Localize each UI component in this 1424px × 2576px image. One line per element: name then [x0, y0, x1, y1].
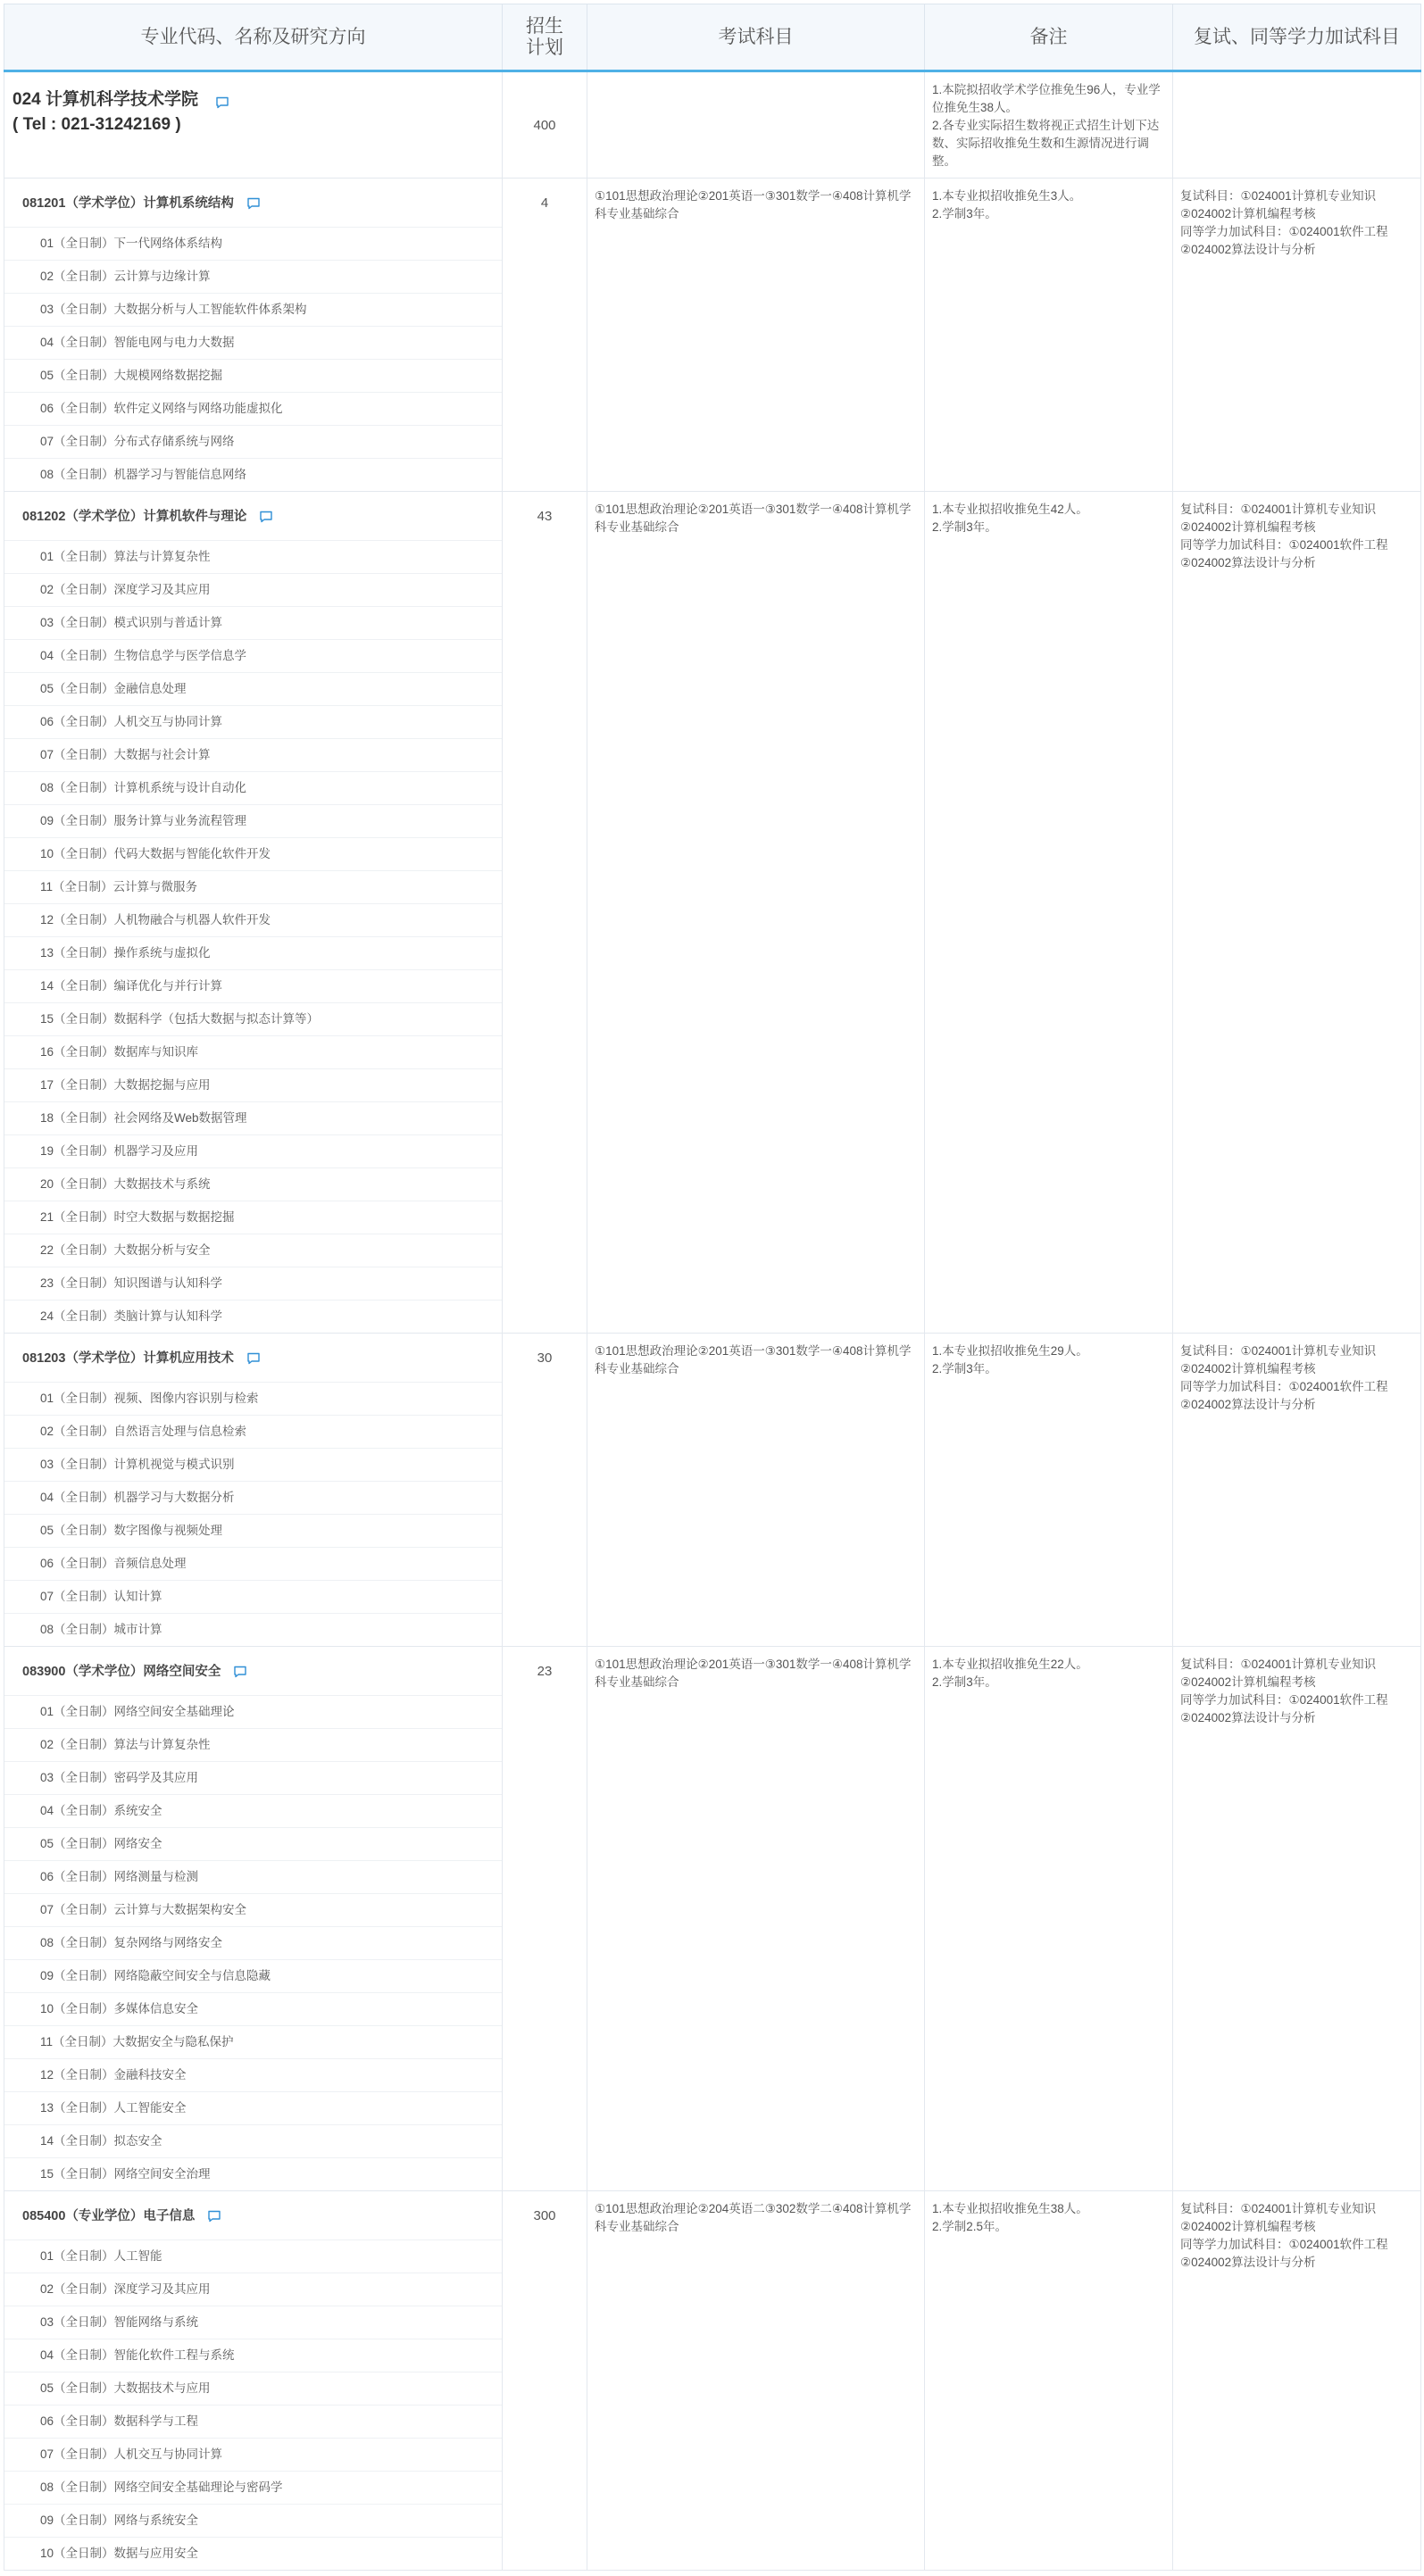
comment-icon[interactable] — [246, 196, 261, 211]
major-cell — [4, 1647, 503, 2191]
research-direction: 04（全日制）系统安全 — [4, 1795, 502, 1828]
header-retest: 复试、同等学力加试科目 — [1173, 4, 1421, 71]
comment-icon[interactable] — [233, 1665, 247, 1679]
table-header-row — [4, 4, 1421, 71]
retest-line: 同等学力加试科目：①024001软件工程②024002算法设计与分析 — [1180, 1693, 1388, 1724]
research-direction: 09（全日制）网络与系统安全 — [4, 2505, 502, 2538]
comment-icon[interactable] — [246, 1351, 261, 1366]
major-title-text: 081203（学术学位）计算机应用技术 — [22, 1351, 234, 1366]
research-direction: 05（全日制）金融信息处理 — [4, 673, 502, 706]
research-direction: 12（全日制）人机物融合与机器人软件开发 — [4, 904, 502, 937]
research-direction: 15（全日制）数据科学（包括大数据与拟态计算等） — [4, 1003, 502, 1036]
retest-line: 复试科目：①024001计算机专业知识②024002计算机编程考核 — [1180, 189, 1377, 220]
college-retest-cell — [1173, 71, 1421, 179]
college-tel: ( Tel : 021-31242169 ) — [12, 115, 181, 134]
major-quota: 23 — [503, 1647, 587, 2191]
remark-line: 1.本专业拟招收推免生22人。 — [932, 1658, 1088, 1671]
research-direction: 01（全日制）人工智能 — [4, 2240, 502, 2273]
research-direction: 01（全日制）下一代网络体系结构 — [4, 228, 502, 261]
research-direction: 14（全日制）编译优化与并行计算 — [4, 970, 502, 1003]
research-direction: 13（全日制）人工智能安全 — [4, 2092, 502, 2125]
research-direction: 04（全日制）机器学习与大数据分析 — [4, 1482, 502, 1515]
college-cell — [4, 71, 503, 179]
retest-cell — [1173, 179, 1421, 492]
research-direction: 10（全日制）代码大数据与智能化软件开发 — [4, 838, 502, 871]
research-direction: 02（全日制）算法与计算复杂性 — [4, 1729, 502, 1762]
research-direction: 23（全日制）知识图谱与认知科学 — [4, 1267, 502, 1300]
remarks-cell — [925, 179, 1173, 492]
exam-subjects: ①101思想政治理论②201英语一③301数学一④408计算机学科专业基础综合 — [595, 189, 912, 220]
college-remark-line: 1.本院拟招收学术学位推免生96人，专业学位推免生38人。 — [932, 83, 1161, 114]
research-direction: 10（全日制）多媒体信息安全 — [4, 1993, 502, 2026]
research-direction: 01（全日制）算法与计算复杂性 — [4, 541, 502, 574]
major-title — [4, 1334, 502, 1383]
comment-icon[interactable] — [215, 93, 229, 107]
remark-line: 1.本专业拟招收推免生29人。 — [932, 1344, 1088, 1358]
research-direction: 11（全日制）云计算与微服务 — [4, 871, 502, 904]
research-direction: 04（全日制）智能电网与电力大数据 — [4, 327, 502, 360]
research-direction: 10（全日制）数据与应用安全 — [40, 2547, 199, 2560]
major-title-text: 085400（专业学位）电子信息 — [22, 2209, 196, 2223]
exam-subjects: ①101思想政治理论②204英语二③302数学二④408计算机学科专业基础综合 — [595, 2202, 912, 2233]
research-direction: 16（全日制）数据库与知识库 — [4, 1036, 502, 1069]
college-exam-cell — [587, 71, 925, 179]
header-major: 专业代码、名称及研究方向 — [4, 4, 503, 71]
research-direction: 08（全日制）网络空间安全基础理论与密码学 — [4, 2472, 502, 2505]
header-exam: 考试科目 — [587, 4, 925, 71]
remark-line: 1.本专业拟招收推免生3人。 — [932, 189, 1082, 203]
research-direction: 01（全日制）网络空间安全基础理论 — [4, 1696, 502, 1729]
research-direction: 05（全日制）网络安全 — [4, 1828, 502, 1861]
remark-line: 2.学制3年。 — [932, 1675, 997, 1689]
exam-subjects: ①101思想政治理论②201英语一③301数学一④408计算机学科专业基础综合 — [595, 1344, 912, 1375]
research-direction: 20（全日制）大数据技术与系统 — [4, 1168, 502, 1201]
retest-cell — [1173, 1647, 1421, 2191]
research-direction: 04（全日制）智能化软件工程与系统 — [4, 2339, 502, 2372]
research-direction: 08（全日制）计算机系统与设计自动化 — [4, 772, 502, 805]
major-quota: 4 — [503, 179, 587, 492]
research-direction: 06（全日制）人机交互与协同计算 — [4, 706, 502, 739]
major-row — [4, 179, 1421, 492]
major-cell — [4, 492, 503, 1334]
research-direction: 03（全日制）智能网络与系统 — [4, 2306, 502, 2339]
comment-icon[interactable] — [259, 510, 273, 524]
research-direction: 01（全日制）视频、图像内容识别与检索 — [4, 1383, 502, 1416]
major-quota: 300 — [503, 2191, 587, 2571]
exam-subjects-cell — [587, 1334, 925, 1647]
exam-subjects: ①101思想政治理论②201英语一③301数学一④408计算机学科专业基础综合 — [595, 503, 912, 534]
major-title-text: 081201（学术学位）计算机系统结构 — [22, 196, 234, 211]
research-direction: 18（全日制）社会网络及Web数据管理 — [4, 1102, 502, 1135]
retest-line: 同等学力加试科目：①024001软件工程②024002算法设计与分析 — [1180, 538, 1388, 569]
remarks-cell — [925, 1334, 1173, 1647]
enrollment-catalog-table — [4, 4, 1421, 2571]
research-direction: 04（全日制）生物信息学与医学信息学 — [4, 640, 502, 673]
research-direction: 17（全日制）大数据挖掘与应用 — [4, 1069, 502, 1102]
research-direction: 08（全日制）机器学习与智能信息网络 — [40, 468, 247, 481]
major-title-text: 083900（学术学位）网络空间安全 — [22, 1665, 221, 1679]
research-direction: 03（全日制）密码学及其应用 — [4, 1762, 502, 1795]
remarks-cell — [925, 492, 1173, 1334]
research-direction: 07（全日制）人机交互与协同计算 — [4, 2439, 502, 2472]
remark-line: 1.本专业拟招收推免生42人。 — [932, 503, 1088, 516]
research-direction: 07（全日制）大数据与社会计算 — [4, 739, 502, 772]
research-direction: 08（全日制）复杂网络与网络安全 — [4, 1927, 502, 1960]
major-quota: 30 — [503, 1334, 587, 1647]
major-row — [4, 2191, 1421, 2571]
retest-line: 复试科目：①024001计算机专业知识②024002计算机编程考核 — [1180, 503, 1377, 534]
research-direction: 07（全日制）认知计算 — [4, 1581, 502, 1614]
major-row — [4, 1647, 1421, 2191]
research-direction: 22（全日制）大数据分析与安全 — [4, 1234, 502, 1267]
college-remarks-cell — [925, 71, 1173, 179]
remark-line: 1.本专业拟招收推免生38人。 — [932, 2202, 1088, 2215]
retest-line: 复试科目：①024001计算机专业知识②024002计算机编程考核 — [1180, 1658, 1377, 1689]
college-row — [4, 71, 1421, 179]
research-direction: 24（全日制）类脑计算与认知科学 — [40, 1309, 223, 1323]
research-direction: 02（全日制）云计算与边缘计算 — [4, 261, 502, 294]
research-direction: 09（全日制）网络隐蔽空间安全与信息隐藏 — [4, 1960, 502, 1993]
research-direction: 06（全日制）音频信息处理 — [4, 1548, 502, 1581]
retest-line: 复试科目：①024001计算机专业知识②024002计算机编程考核 — [1180, 1344, 1377, 1375]
research-direction: 05（全日制）大规模网络数据挖掘 — [4, 360, 502, 393]
major-title — [4, 2191, 502, 2240]
research-direction: 02（全日制）深度学习及其应用 — [4, 2273, 502, 2306]
exam-subjects-cell — [587, 179, 925, 492]
exam-subjects-cell — [587, 1647, 925, 2191]
major-title-text: 081202（学术学位）计算机软件与理论 — [22, 510, 247, 524]
research-direction: 13（全日制）操作系统与虚拟化 — [4, 937, 502, 970]
research-direction: 19（全日制）机器学习及应用 — [4, 1135, 502, 1168]
remark-line: 2.学制3年。 — [932, 207, 997, 220]
major-title — [4, 179, 502, 228]
research-direction: 07（全日制）分布式存储系统与网络 — [4, 426, 502, 459]
college-name: 024 计算机科学技术学院 — [12, 90, 198, 109]
research-direction: 03（全日制）模式识别与普适计算 — [4, 607, 502, 640]
research-direction: 08（全日制）城市计算 — [40, 1623, 162, 1636]
major-cell — [4, 1334, 503, 1647]
research-direction: 03（全日制）大数据分析与人工智能软件体系架构 — [4, 294, 502, 327]
research-direction: 06（全日制）软件定义网络与网络功能虚拟化 — [4, 393, 502, 426]
research-direction: 06（全日制）数据科学与工程 — [4, 2406, 502, 2439]
research-direction: 07（全日制）云计算与大数据架构安全 — [4, 1894, 502, 1927]
remarks-cell — [925, 2191, 1173, 2571]
retest-cell — [1173, 492, 1421, 1334]
retest-line: 同等学力加试科目：①024001软件工程②024002算法设计与分析 — [1180, 225, 1388, 256]
research-direction: 21（全日制）时空大数据与数据挖掘 — [4, 1201, 502, 1234]
retest-cell — [1173, 1334, 1421, 1647]
research-direction: 02（全日制）深度学习及其应用 — [4, 574, 502, 607]
exam-subjects-cell — [587, 492, 925, 1334]
research-direction: 05（全日制）大数据技术与应用 — [4, 2372, 502, 2406]
college-quota: 400 — [503, 71, 587, 179]
research-direction: 09（全日制）服务计算与业务流程管理 — [4, 805, 502, 838]
retest-line: 同等学力加试科目：①024001软件工程②024002算法设计与分析 — [1180, 2238, 1388, 2269]
exam-subjects: ①101思想政治理论②201英语一③301数学一④408计算机学科专业基础综合 — [595, 1658, 912, 1689]
retest-line: 复试科目：①024001计算机专业知识②024002计算机编程考核 — [1180, 2202, 1377, 2233]
remarks-cell — [925, 1647, 1173, 2191]
remark-line: 2.学制3年。 — [932, 520, 997, 534]
exam-subjects-cell — [587, 2191, 925, 2571]
retest-cell — [1173, 2191, 1421, 2571]
catalog-table-wrapper — [4, 4, 1420, 2571]
remark-line: 2.学制3年。 — [932, 1362, 997, 1375]
major-cell — [4, 2191, 503, 2571]
major-row — [4, 492, 1421, 1334]
research-direction: 05（全日制）数字图像与视频处理 — [4, 1515, 502, 1548]
major-title — [4, 1647, 502, 1696]
research-direction: 15（全日制）网络空间安全治理 — [40, 2167, 211, 2181]
remark-line: 2.学制2.5年。 — [932, 2220, 1008, 2233]
retest-line: 同等学力加试科目：①024001软件工程②024002算法设计与分析 — [1180, 1380, 1388, 1411]
college-remark-line: 2.各专业实际招生数将视正式招生计划下达数、实际招收推免生数和生源情况进行调整。 — [932, 119, 1160, 168]
major-row — [4, 1334, 1421, 1647]
major-quota: 43 — [503, 492, 587, 1334]
comment-icon[interactable] — [207, 2209, 221, 2223]
research-direction: 03（全日制）计算机视觉与模式识别 — [4, 1449, 502, 1482]
major-title — [4, 492, 502, 541]
research-direction: 11（全日制）大数据安全与隐私保护 — [4, 2026, 502, 2059]
header-quota: 招生 计划 — [503, 4, 587, 71]
research-direction: 06（全日制）网络测量与检测 — [4, 1861, 502, 1894]
research-direction: 14（全日制）拟态安全 — [4, 2125, 502, 2158]
major-cell — [4, 179, 503, 492]
header-remarks: 备注 — [925, 4, 1173, 71]
research-direction: 12（全日制）金融科技安全 — [4, 2059, 502, 2092]
research-direction: 02（全日制）自然语言处理与信息检索 — [4, 1416, 502, 1449]
